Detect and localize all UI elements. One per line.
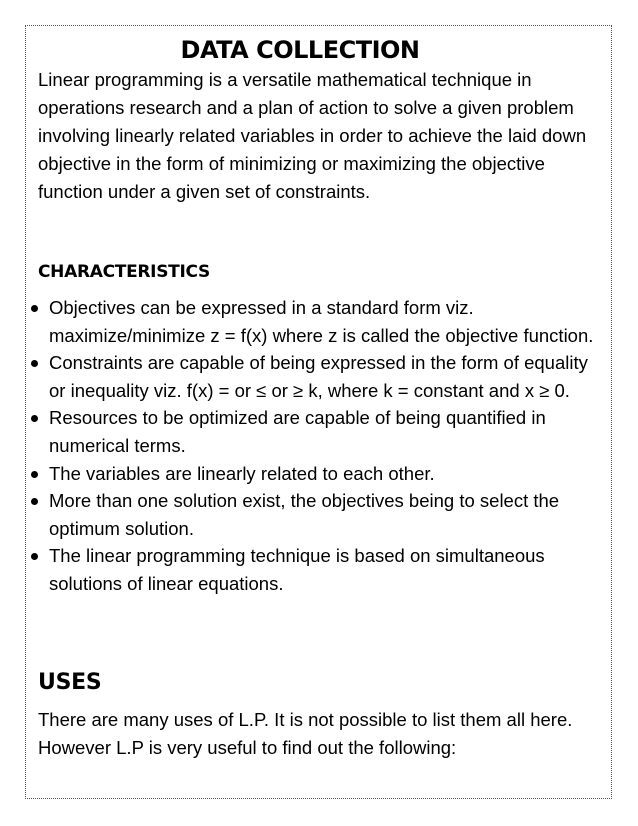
uses-paragraph: There are many uses of L.P. It is not possible to list them all here. However L.P is very useful to find out the following: (38, 709, 573, 758)
intro-paragraph: Linear programming is a versatile mathematical technique in operations research and a plan of action to solve a given problem involving linearly related variables in order to achieve the laid down objective in the form of minimizing or maximizing the objective function under a given set of constraints. (38, 69, 587, 202)
list-item (0, 349, 612, 404)
list-item-text: Constraints are capable of being expressed in the form of equality or inequality viz. f(x) = or ≤ or ≥ k, where k = constant and x ≥ 0. (49, 352, 588, 401)
page-title: DATA COLLECTION (180, 36, 420, 64)
bullet-icon (31, 360, 38, 367)
list-item (0, 404, 612, 459)
list-item (0, 542, 612, 597)
bullet-icon (31, 415, 38, 422)
bullet-icon (31, 498, 38, 505)
list-item (0, 487, 612, 542)
list-item-text: Objectives can be expressed in a standard form viz. maximize/minimize z = f(x) where z is called the objective function. (49, 297, 594, 346)
bullet-icon (31, 305, 38, 312)
uses-heading: USES (38, 670, 102, 695)
characteristics-list (0, 294, 612, 598)
bullet-icon (31, 553, 38, 560)
list-item-text: The variables are linearly related to each other. (49, 462, 435, 484)
characteristics-heading: CHARACTERISTICS (38, 262, 210, 282)
list-item-text: More than one solution exist, the objectives being to select the optimum solution. (49, 490, 560, 539)
list-item (0, 460, 612, 488)
list-item-text: Resources to be optimized are capable of being quantified in numerical terms. (49, 407, 546, 456)
list-item (0, 294, 612, 349)
list-item-text: The linear programming technique is based on simultaneous solutions of linear equations. (49, 545, 545, 594)
bullet-icon (31, 471, 38, 478)
